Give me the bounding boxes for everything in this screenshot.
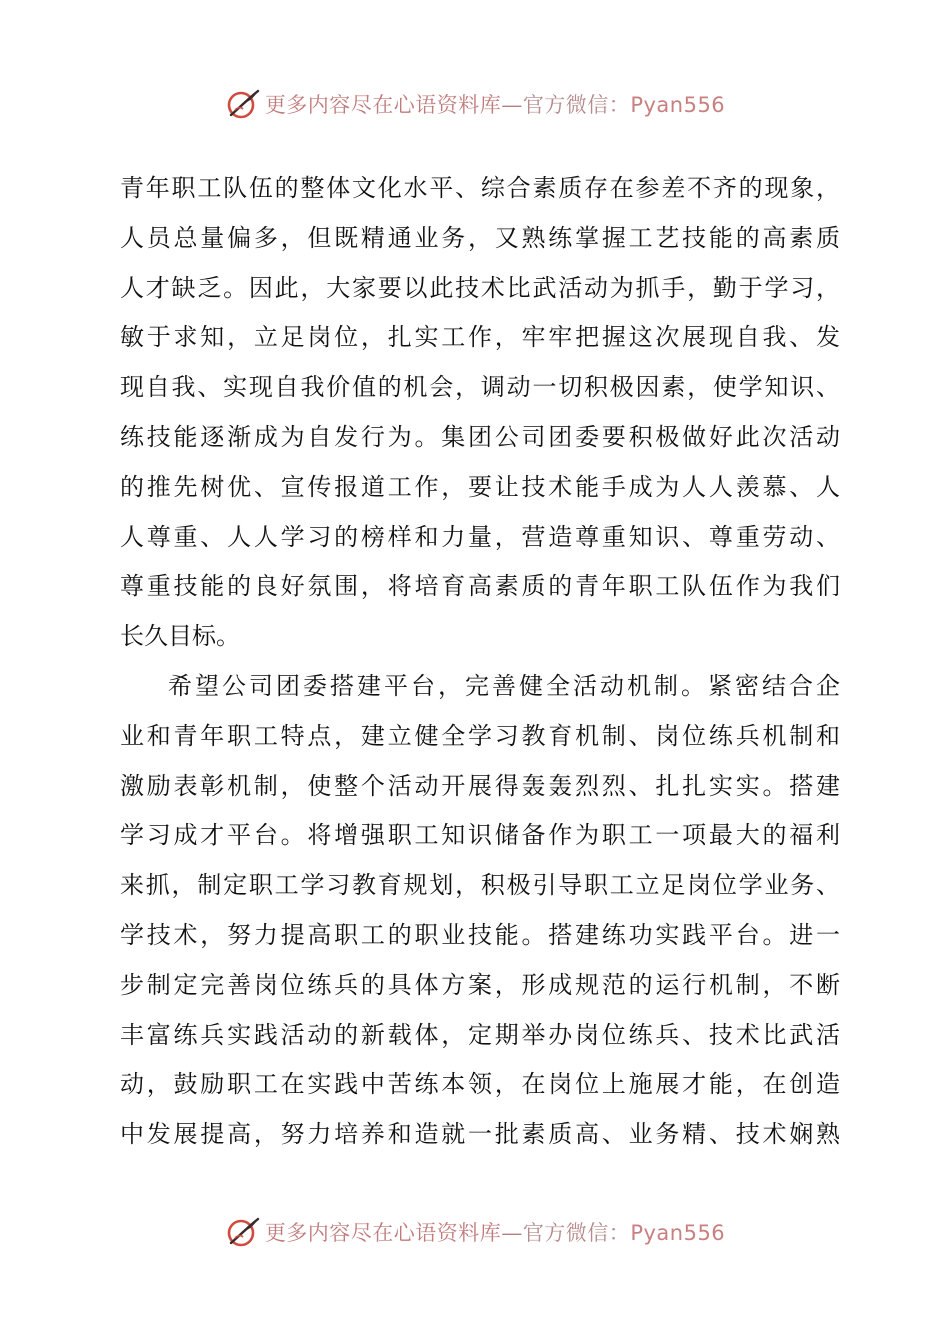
watermark-dash: —	[501, 93, 523, 117]
paragraph-1	[120, 164, 840, 662]
text-line: 的推先树优、宣传报道工作，要让技术能手成为人人羡慕、人	[120, 472, 840, 501]
watermark-official-label: 官方微信：	[522, 93, 631, 117]
watermark-dash: —	[501, 1221, 523, 1245]
watermark-site-name: 更多内容尽在心语资料库	[264, 1221, 502, 1245]
text-line: 长久目标。	[120, 622, 240, 651]
text-line: 人员总量偏多，但既精通业务，又熟练掌握工艺技能的高素质	[120, 223, 840, 252]
text-line: 学技术，努力提高职工的职业技能。搭建练功实践平台。进一	[120, 920, 840, 949]
text-line: 希望公司团委搭建平台，完善健全活动机制。紧密结合企	[168, 671, 840, 700]
footer-watermark	[0, 1212, 950, 1252]
text-line: 学习成才平台。将增强职工知识储备作为职工一项最大的福利	[120, 821, 840, 850]
text-line: 现自我、实现自我价值的机会，调动一切积极因素，使学知识、	[120, 373, 840, 402]
paragraph-2	[120, 662, 840, 1160]
watermark-text	[265, 89, 725, 119]
text-line: 中发展提高，努力培养和造就一批素质高、业务精、技术娴熟	[120, 1120, 840, 1149]
text-line: 敏于求知，立足岗位，扎实工作，牢牢把握这次展现自我、发	[120, 323, 840, 352]
document-body	[120, 164, 840, 1160]
quill-pen-logo-icon	[225, 1216, 261, 1248]
text-line: 步制定完善岗位练兵的具体方案，形成规范的运行机制，不断	[120, 970, 840, 999]
text-line: 丰富练兵实践活动的新载体，定期举办岗位练兵、技术比武活	[120, 1020, 840, 1049]
text-line: 人尊重、人人学习的榜样和力量，营造尊重知识、尊重劳动、	[120, 522, 840, 551]
watermark-site-name: 更多内容尽在心语资料库	[264, 93, 502, 117]
text-line: 来抓，制定职工学习教育规划，积极引导职工立足岗位学业务、	[120, 871, 840, 900]
text-line: 青年职工队伍的整体文化水平、综合素质存在参差不齐的现象，	[120, 174, 840, 202]
text-line: 业和青年职工特点，建立健全学习教育机制、岗位练兵机制和	[120, 721, 840, 750]
text-line: 动，鼓励职工在实践中苦练本领，在岗位上施展才能，在创造	[120, 1070, 840, 1099]
watermark-wechat-id: Pyan556	[630, 93, 726, 117]
watermark-official-label: 官方微信：	[522, 1221, 631, 1245]
quill-pen-logo-icon	[225, 88, 261, 120]
watermark-wechat-id: Pyan556	[630, 1221, 726, 1245]
text-line: 激励表彰机制，使整个活动开展得轰轰烈烈、扎扎实实。搭建	[120, 771, 840, 800]
header-watermark	[0, 84, 950, 124]
text-line: 练技能逐渐成为自发行为。集团公司团委要积极做好此次活动	[120, 422, 840, 451]
watermark-text	[265, 1217, 725, 1247]
text-line: 尊重技能的良好氛围，将培育高素质的青年职工队伍作为我们	[120, 572, 840, 601]
text-line: 人才缺乏。因此，大家要以此技术比武活动为抓手，勤于学习，	[120, 273, 840, 302]
